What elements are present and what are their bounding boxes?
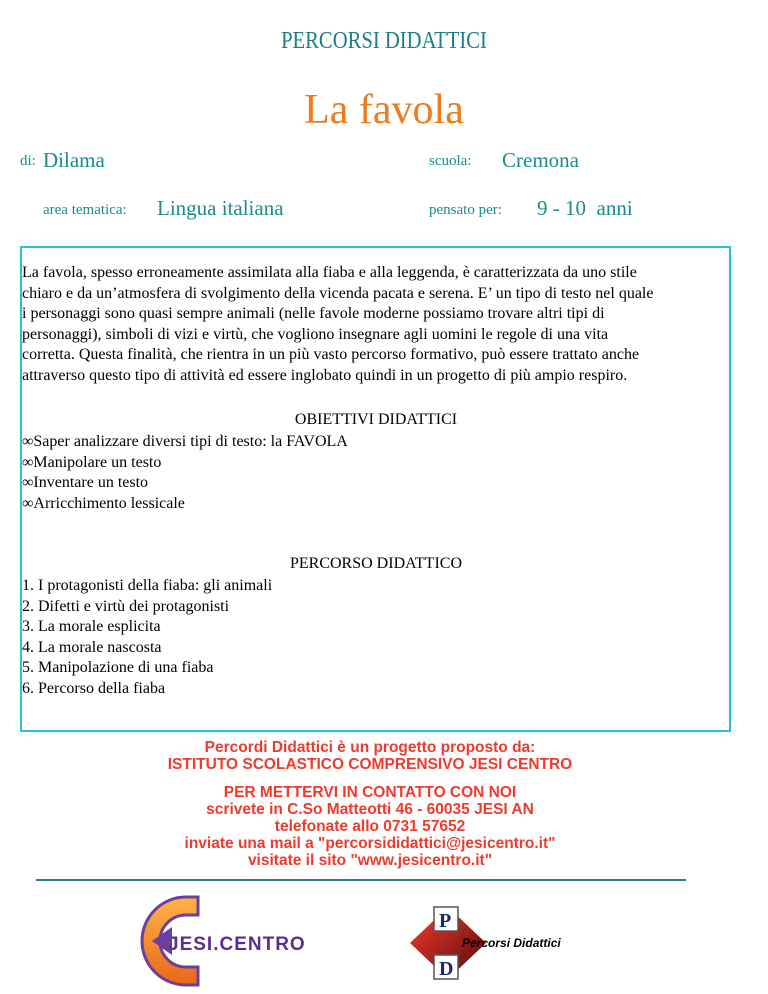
percorsi-didattici-logo-icon (406, 903, 596, 983)
list-item: ∞Manipolare un testo (22, 453, 162, 471)
infinity-bullet-icon: ∞ (22, 474, 34, 492)
intro-line: attraverso questo tipo di attività ed essere inglobato quindi in un progetto di più ampio respiro. (22, 366, 628, 384)
infinity-bullet-icon: ∞ (22, 494, 34, 512)
area-value: Lingua italiana (157, 196, 284, 220)
project-credit: Percordi Didattici è un progetto proposto da: ISTITUTO SCOLASTICO COMPRENSIVO JESI CENTRO (167, 739, 573, 773)
divider (36, 879, 686, 881)
intro-line: i personaggi sono quasi sempre animali (nelle favole moderne possiamo trovare altri tipi di (22, 305, 605, 323)
list-item: ∞Saper analizzare diversi tipi di testo: la FAVOLA (22, 433, 348, 450)
infinity-bullet-icon: ∞ (22, 433, 34, 450)
percorsi-didattici-logo (406, 903, 596, 983)
infinity-bullet-icon: ∞ (22, 453, 34, 471)
author-label: di: (20, 153, 36, 169)
path-heading: PERCORSO DIDATTICO (289, 555, 462, 572)
list-item: 6. Percorso della fiaba (22, 679, 166, 697)
list-item: 1. I protagonisti della fiaba: gli animali (22, 577, 273, 594)
svg-text:Percorsi Didattici: Percorsi Didattici (462, 936, 561, 950)
objectives-heading: OBIETTIVI DIDATTICI (294, 411, 458, 428)
intro-line: La favola, spesso erroneamente assimilata alla fiaba e alla leggenda, è caratterizzata da uno stile (22, 264, 637, 281)
path-list (22, 576, 272, 700)
intro-line: corretta. Questa finalità, che rientra in un più vasto percorso formativo, può essere trattato anche (22, 346, 640, 364)
list-item: 4. La morale nascosta (22, 638, 162, 656)
target-value: 9 - 10 anni (537, 196, 633, 220)
area-label: area tematica: (43, 202, 127, 218)
svg-text:JESI.CENTRO: JESI.CENTRO (168, 934, 306, 955)
svg-text:P: P (439, 910, 452, 932)
intro-line: personaggi), simboli di vizi e virtù, che vogliono insegnare agli uomini le regole di una vita (22, 325, 609, 343)
section-header: PERCORSI DIDATTICI (281, 28, 487, 54)
list-item: ∞Inventare un testo (22, 474, 149, 492)
page-title: La favola (304, 87, 464, 133)
objectives-list (22, 432, 348, 514)
intro-paragraph (22, 263, 732, 387)
school-label: scuola: (429, 153, 472, 169)
contact-info: PER METTERVI IN CONTATTO CON NOI scrivete in C.So Matteotti 46 - 60035 JESI AN telefonate allo 0731 57652 inviate una mail a "percorsididattici@jesicentro.it" visitate il sito "www.jesicentro.it" (184, 784, 556, 869)
list-item: ∞Arricchimento lessicale (22, 494, 185, 512)
list-item: 3. La morale esplicita (22, 618, 161, 636)
svg-text:D: D (439, 958, 454, 980)
author-value: Dilama (43, 148, 105, 172)
target-label: pensato per: (429, 202, 502, 218)
list-item: 2. Difetti e virtù dei protagonisti (22, 597, 230, 615)
list-item: 5. Manipolazione di una fiaba (22, 659, 214, 677)
school-value: Cremona (502, 148, 579, 172)
jesi-centro-logo (138, 893, 308, 989)
intro-line: chiaro e da un’atmosfera di svolgimento della vicenda pacata e serena. E’ un tipo di testo nel quale (22, 284, 654, 302)
jesi-centro-logo-icon (138, 893, 308, 989)
